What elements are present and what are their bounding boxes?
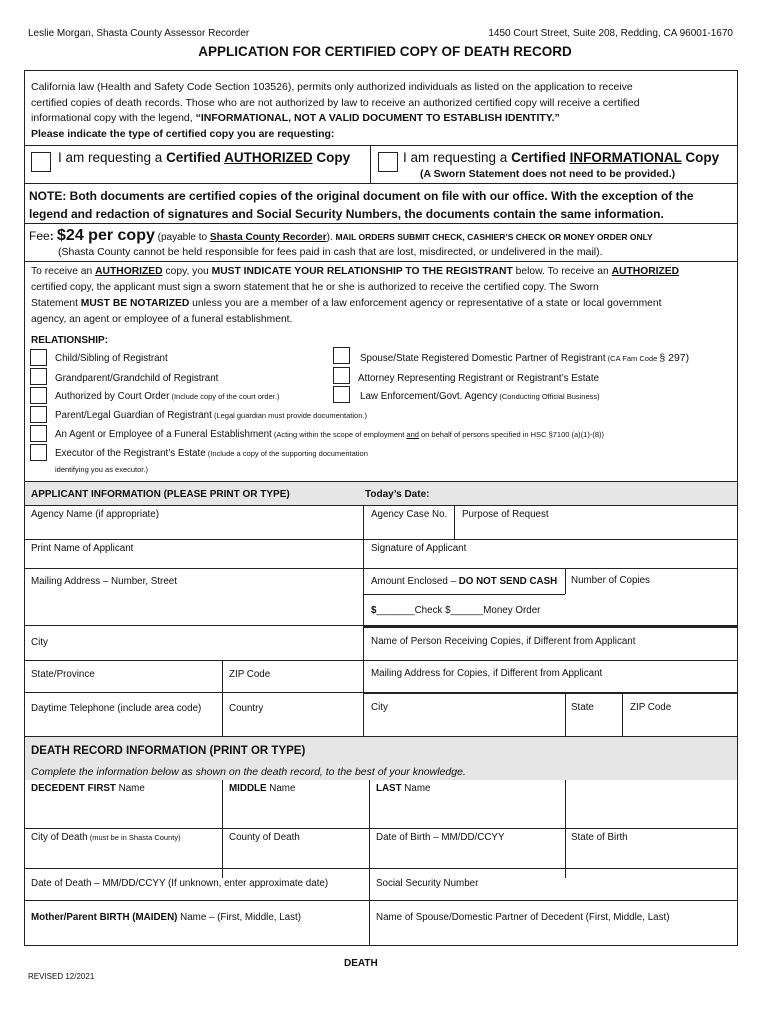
applicant-heading: APPLICANT INFORMATION (PLEASE PRINT OR TYPE) [31,489,290,500]
intro-line: California law (Health and Safety Code Section 103526), permits only authorized individuals as listed on the application to receive [31,81,633,93]
grandparent-checkbox[interactable] [30,368,47,385]
fee-line: Fee: $24 per copy (payable to Shasta County Recorder). MAIL ORDERS SUBMIT CHECK, CASHIER’S CHECK OR MONEY ORDER ONLY [29,227,653,244]
intro-text [31,80,731,142]
country-label: Country [229,703,264,714]
city-of-death-label: City of Death (must be in Shasta County) [31,832,181,843]
spouse-checkbox[interactable] [333,347,350,364]
funeral-agent-label: An Agent or Employee of a Funeral Establishment (Acting within the scope of employment and on behalf of persons specified in HSC §7100 (a)(1)-(8)) [55,429,605,440]
decedent-last-label: LAST Name [376,783,431,794]
grandparent-label: Grandparent/Grandchild of Registrant [55,373,219,384]
office-address: 1450 Court Street, Suite 208, Redding, CA 96001-1670 [488,28,733,39]
revised-date: REVISED 12/2021 [28,972,95,981]
authorized-copy-checkbox[interactable] [31,152,51,172]
indicate-copy-type: Please indicate the type of certified copy you are requesting: [31,127,335,140]
date-of-death-label: Date of Death – MM/DD/CCYY (If unknown, enter approximate date) [31,878,329,889]
receiving-person-label: Name of Person Receiving Copies, if Different from Applicant [371,636,636,647]
mailing-address-label: Mailing Address – Number, Street [31,576,177,587]
executor-note-line2: identifying you as executor.) [55,465,148,474]
state-of-birth-label: State of Birth [571,832,628,843]
decedent-middle-label: MIDDLE Name [229,783,296,794]
number-of-copies-label: Number of Copies [571,575,650,586]
state2-label: State [571,702,594,713]
spouse-label: Spouse/State Registered Domestic Partner of Registrant (CA Fam Code § 297) [360,352,690,364]
death-record-heading: DEATH RECORD INFORMATION (PRINT OR TYPE) [31,745,306,757]
executor-label: Executor of the Registrant’s Estate (Include a copy of the supporting documentation [55,448,368,459]
city2-label: City [371,702,388,713]
mailing-copies-label: Mailing Address for Copies, if Different from Applicant [371,668,603,679]
court-order-checkbox[interactable] [30,387,47,404]
assessor-name: Leslie Morgan, Shasta County Assessor Recorder [28,28,250,39]
attorney-checkbox[interactable] [333,367,350,384]
zip2-label: ZIP Code [630,702,672,713]
agency-name-label: Agency Name (if appropriate) [31,509,159,520]
child-sibling-label: Child/Sibling of Registrant [55,353,168,364]
attorney-label: Attorney Representing Registrant or Registrant’s Estate [358,373,600,384]
payment-type-line: $_______Check $______Money Order [371,605,541,616]
parent-guardian-label: Parent/Legal Guardian of Registrant (Legal guardian must provide documentation.) [55,410,367,421]
informational-copy-checkbox[interactable] [378,152,398,172]
law-enforcement-checkbox[interactable] [333,386,350,403]
intro-line: informational copy with the legend, “INFORMATIONAL, NOT A VALID DOCUMENT TO ESTABLISH IDENTITY.” [31,112,560,124]
zip-code-label: ZIP Code [229,669,271,680]
spouse-name-label: Name of Spouse/Domestic Partner of Decedent (First, Middle, Last) [376,912,670,923]
ssn-label: Social Security Number [376,878,479,889]
child-sibling-checkbox[interactable] [30,349,47,366]
city-label: City [31,637,48,648]
death-record-instructions: Complete the information below as shown on the death record, to the best of your knowledge. [31,766,466,778]
executor-checkbox[interactable] [30,444,47,461]
informational-copy-label: I am requesting a Certified INFORMATIONAL Copy [403,150,720,165]
state-province-label: State/Province [31,669,95,680]
law-enforcement-label: Law Enforcement/Govt. Agency (Conducting Official Business) [360,391,600,402]
todays-date-label: Today’s Date: [365,489,430,500]
funeral-agent-checkbox[interactable] [30,425,47,442]
print-name-label: Print Name of Applicant [31,543,134,554]
note-text: NOTE: Both documents are certified copies of the original document on file with our office. With the exception of the legend and redaction of signatures and Social Security Numbers, the documents contain the same information. [29,189,694,221]
date-of-birth-label: Date of Birth – MM/DD/CCYY [376,832,505,843]
mother-maiden-name-label: Mother/Parent BIRTH (MAIDEN) Name – (First, Middle, Last) [31,912,302,923]
daytime-phone-label: Daytime Telephone (include area code) [31,703,202,714]
county-of-death-label: County of Death [229,832,300,843]
fee-disclaimer: (Shasta County cannot be held responsible for fees paid in cash that are lost, misdirected, or undelivered in the mail). [58,246,603,258]
footer-death: DEATH [344,958,378,969]
court-order-label: Authorized by Court Order (Include copy of the court order.) [55,391,280,402]
authorized-copy-label: I am requesting a Certified AUTHORIZED Copy [58,150,351,165]
intro-line: certified copies of death records. Those who are not authorized by law to receive an authorized certified copy will receive a certified [31,96,640,109]
agency-case-label: Agency Case No. [371,509,448,520]
sworn-statement-note: (A Sworn Statement does not need to be provided.) [420,168,676,180]
authorized-instructions: To receive an AUTHORIZED copy, you MUST INDICATE YOUR RELATIONSHIP TO THE REGISTRANT below. To receive an AUTHORIZED certified copy, the applicant must sign a sworn statement that he or she is authorized to receive the certified copy. The Sworn Statement MUST BE NOTARIZED unless you are a member of a law enforcement agency or representative of a state or local government agency, an agent or employee of a funeral establishment. [31,266,680,325]
signature-label: Signature of Applicant [371,543,467,554]
relationship-heading: RELATIONSHIP: [31,335,109,346]
decedent-first-label: DECEDENT FIRST Name [31,783,145,794]
parent-guardian-checkbox[interactable] [30,406,47,423]
purpose-label: Purpose of Request [462,509,549,520]
page-title: APPLICATION FOR CERTIFIED COPY OF DEATH RECORD [198,44,572,59]
amount-enclosed-label: Amount Enclosed – DO NOT SEND CASH [371,576,558,587]
